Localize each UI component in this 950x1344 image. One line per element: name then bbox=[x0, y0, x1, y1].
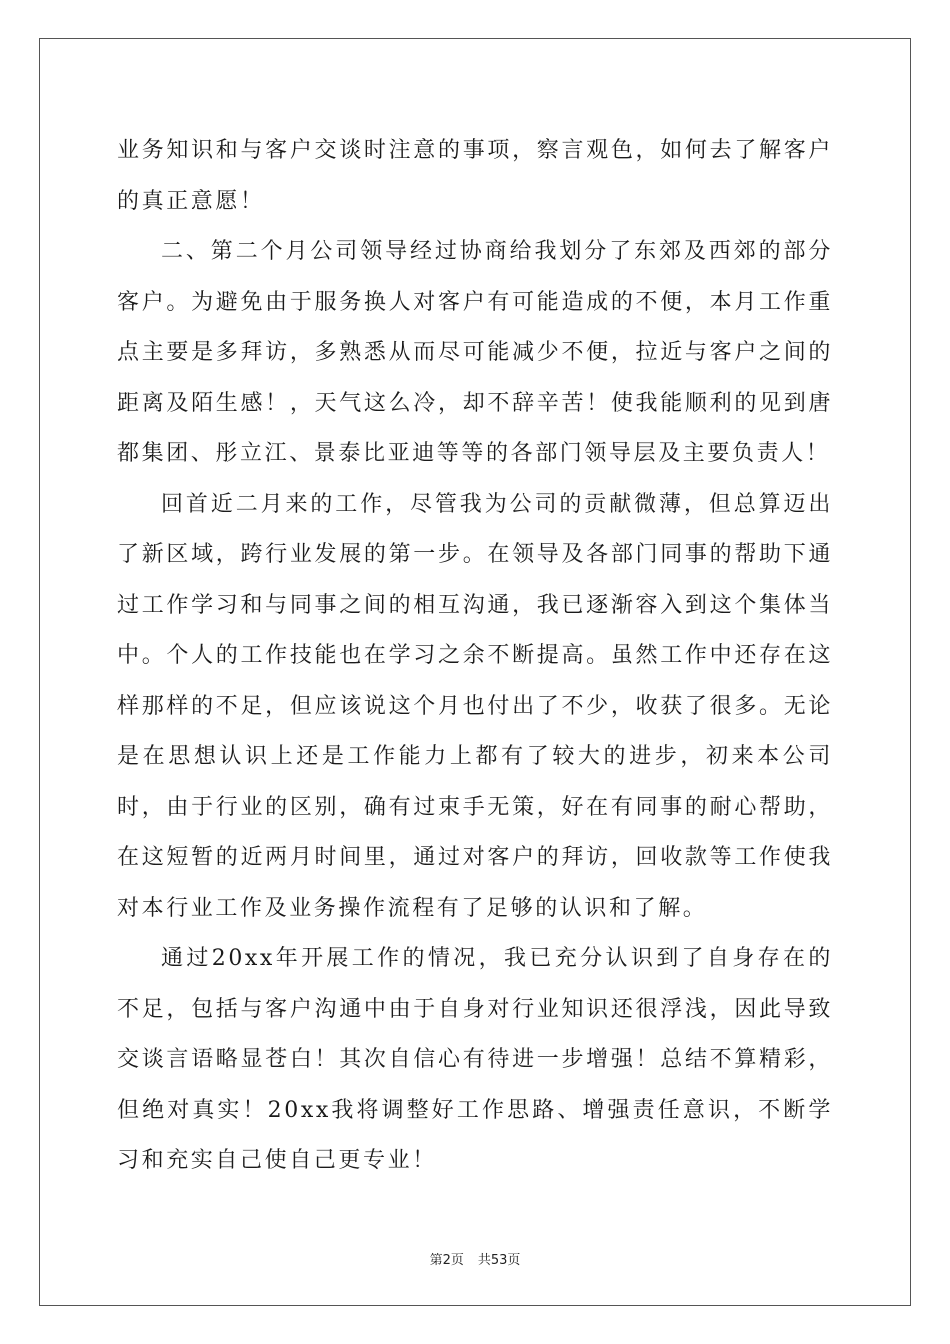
page-footer bbox=[0, 1249, 950, 1268]
paragraph: 回首近二月来的工作，尽管我为公司的贡献微薄，但总算迈出了新区域，跨行业发展的第一步。在领导及各部门同事的帮助下通过工作学习和与同事之间的相互沟通，我已逐渐容入到这个集体当中。个人的工作技能也在学习之余不断提高。虽然工作中还存在这样那样的不足，但应该说这个月也付出了不少，收获了很多。无论是在思想认识上还是工作能力上都有了较大的进步，初来本公司时，由于行业的区别，确有过束手无策，好在有同事的耐心帮助，在这短暂的近两月时间里，通过对客户的拜访，回收款等工作使我对本行业工作及业务操作流程有了足够的认识和了解。 bbox=[117, 491, 833, 921]
paragraph: 通过20xx年开展工作的情况，我已充分认识到了自身存在的不足，包括与客户沟通中由于自身对行业知识还很浮浅，因此导致交谈言语略显苍白！其次自信心有待进一步增强！总结不算精彩，但绝对真实！20xx我将调整好工作思路、增强责任意识，不断学习和充实自己使自己更专业！ bbox=[117, 946, 833, 1173]
paragraph-continued: 业务知识和与客户交谈时注意的事项，察言观色，如何去了解客户的真正意愿！ bbox=[117, 138, 833, 214]
document-body bbox=[117, 126, 833, 1187]
page-total: 共53页 bbox=[477, 1253, 521, 1268]
paragraph: 二、第二个月公司领导经过协商给我划分了东郊及西郊的部分客户。为避免由于服务换人对客户有可能造成的不便，本月工作重点主要是多拜访，多熟悉从而尽可能减少不便，拉近与客户之间的距离及陌生感！，天气这么冷，却不辞辛苦！使我能顺利的见到唐都集团、彤立江、景泰比亚迪等等的各部门领导层及主要负责人！ bbox=[117, 239, 833, 466]
page-number: 第2页 bbox=[429, 1253, 464, 1268]
